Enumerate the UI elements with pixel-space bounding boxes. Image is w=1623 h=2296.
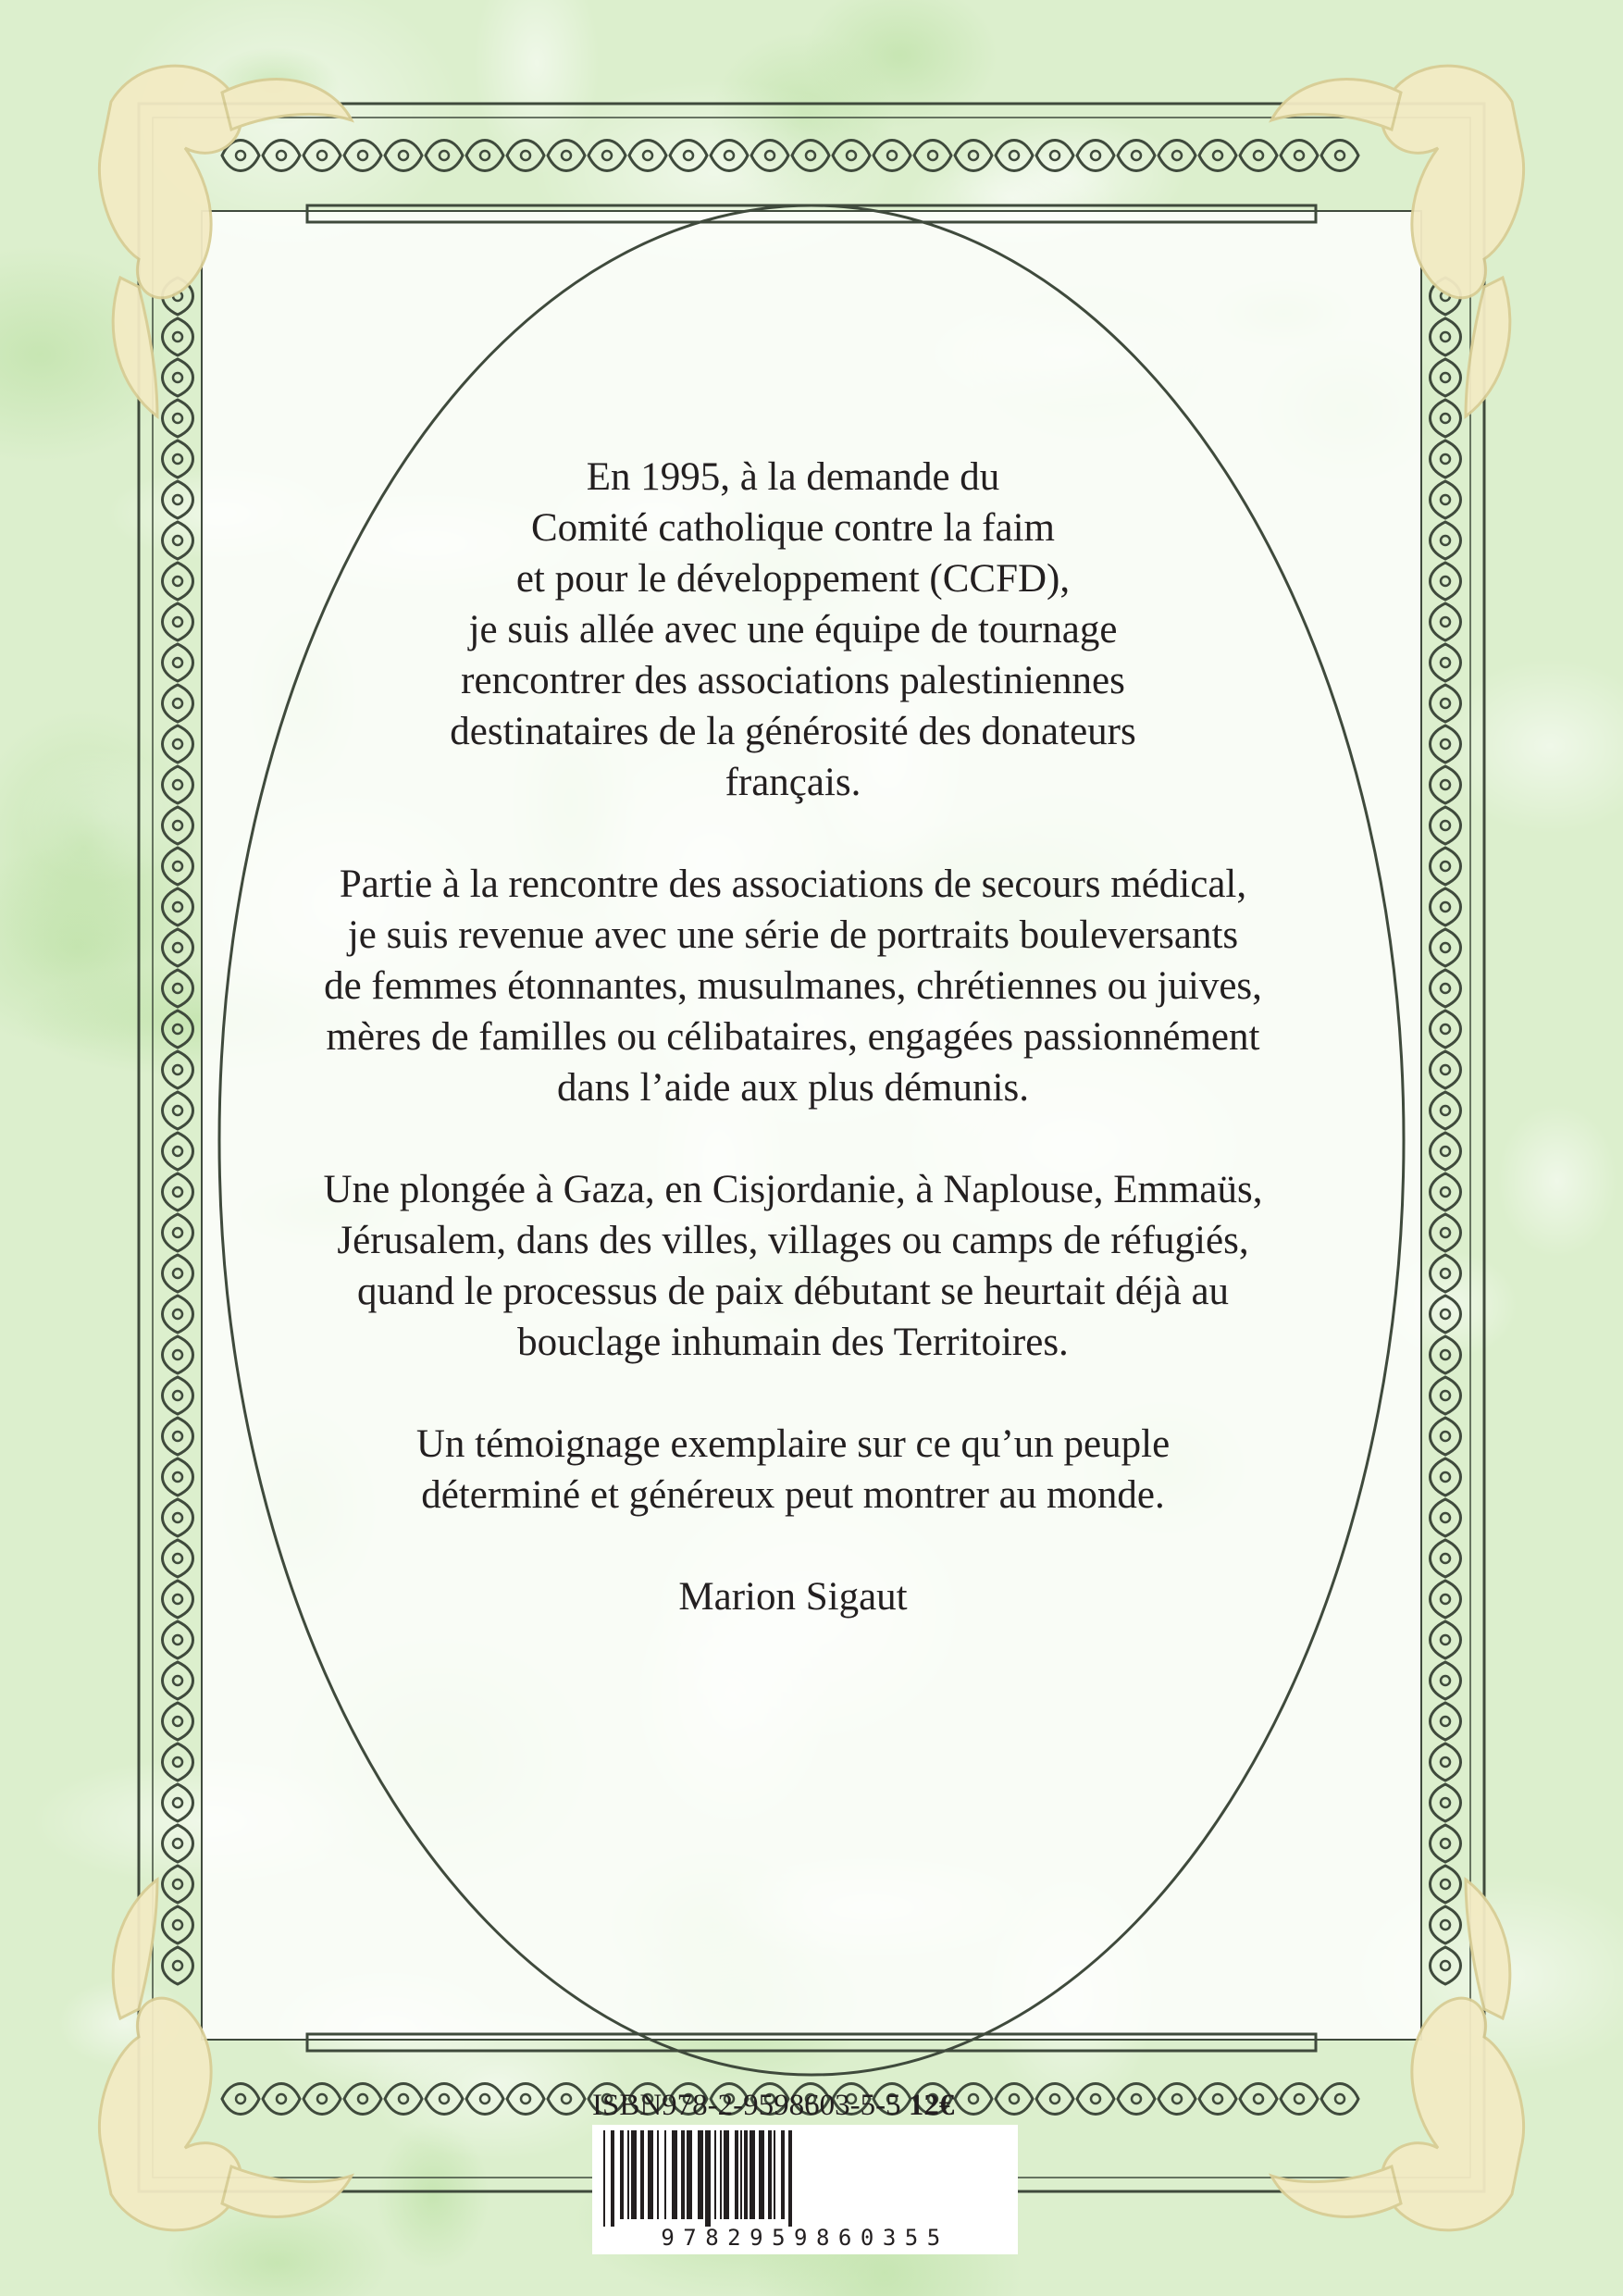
barcode-bar (648, 2130, 653, 2219)
barcode-bar (657, 2130, 659, 2219)
text-line: rencontrer des associations palestiniennes (461, 659, 1125, 702)
text-line: mères de familles ou célibataires, engagées passionnément (326, 1015, 1260, 1059)
barcode-bar (788, 2130, 792, 2227)
barcode-bar (724, 2130, 729, 2219)
text-line: destinataires de la générosité des donateurs (450, 710, 1136, 753)
paragraph-places (231, 1164, 1355, 1368)
barcode-bar (744, 2130, 748, 2219)
barcode-bar (768, 2130, 772, 2219)
barcode-bar (750, 2130, 755, 2219)
text-line: de femmes étonnantes, musulmanes, chrétiennes ou juives, (324, 964, 1262, 1008)
text-line: je suis revenue avec une série de portraits bouleversants (347, 913, 1239, 957)
isbn-price-line (592, 2088, 1018, 2123)
isbn-number: ISBN978-2-9598603-5-5 (592, 2089, 901, 2122)
barcode-bar (631, 2130, 637, 2219)
price: 12€ (908, 2089, 955, 2122)
barcode-bar (603, 2130, 605, 2227)
text-line: quand le processus de paix débutant se heurtait déjà au (356, 1270, 1230, 1313)
barcode-bar (759, 2130, 764, 2219)
text-line: Une plongée à Gaza, en Cisjordanie, à Naplouse, Emmaüs, (323, 1168, 1263, 1211)
barcode-bar (681, 2130, 685, 2219)
barcode-digits: 9782959860355 (661, 2225, 949, 2251)
text-line: Partie à la rencontre des associations de secours médical, (339, 863, 1247, 906)
text-line: Un témoignage exemplaire sur ce qu’un peuple (415, 1422, 1171, 1466)
barcode (592, 2125, 1018, 2254)
barcode-bar (781, 2130, 785, 2219)
barcode-bar (664, 2130, 666, 2219)
barcode-bars (592, 2125, 1018, 2228)
barcode-bar (627, 2130, 629, 2219)
author-signature: Marion Sigaut (678, 1575, 908, 1619)
barcode-bar (672, 2130, 677, 2219)
barcode-bar (735, 2130, 738, 2219)
text-line: En 1995, à la demande du (586, 455, 1000, 499)
paragraph-portraits (231, 859, 1355, 1113)
paragraph-intro (231, 452, 1355, 808)
barcode-bar (698, 2130, 703, 2219)
text-line: je suis allée avec une équipe de tournage (468, 608, 1118, 652)
text-line: et pour le développement (CCFD), (515, 557, 1071, 601)
back-cover-text (231, 452, 1355, 1622)
barcode-bar (720, 2130, 722, 2219)
barcode-bar (611, 2130, 614, 2227)
text-line: bouclage inhumain des Territoires. (517, 1321, 1069, 1364)
text-line: dans l’aide aux plus démunis. (557, 1066, 1029, 1110)
barcode-bar (620, 2130, 624, 2219)
text-line: Comité catholique contre la faim (531, 506, 1055, 550)
text-line: Jérusalem, dans des villes, villages ou camps de réfugiés, (337, 1219, 1249, 1262)
barcode-bar (705, 2130, 711, 2227)
barcode-bar (774, 2130, 775, 2219)
barcode-bar (640, 2130, 644, 2219)
text-line: français. (725, 761, 861, 804)
barcode-bar (740, 2130, 742, 2219)
text-line: déterminé et généreux peut montrer au monde. (421, 1473, 1165, 1517)
paragraph-conclusion (231, 1419, 1355, 1520)
barcode-bar (714, 2130, 716, 2219)
barcode-bar (687, 2130, 692, 2219)
